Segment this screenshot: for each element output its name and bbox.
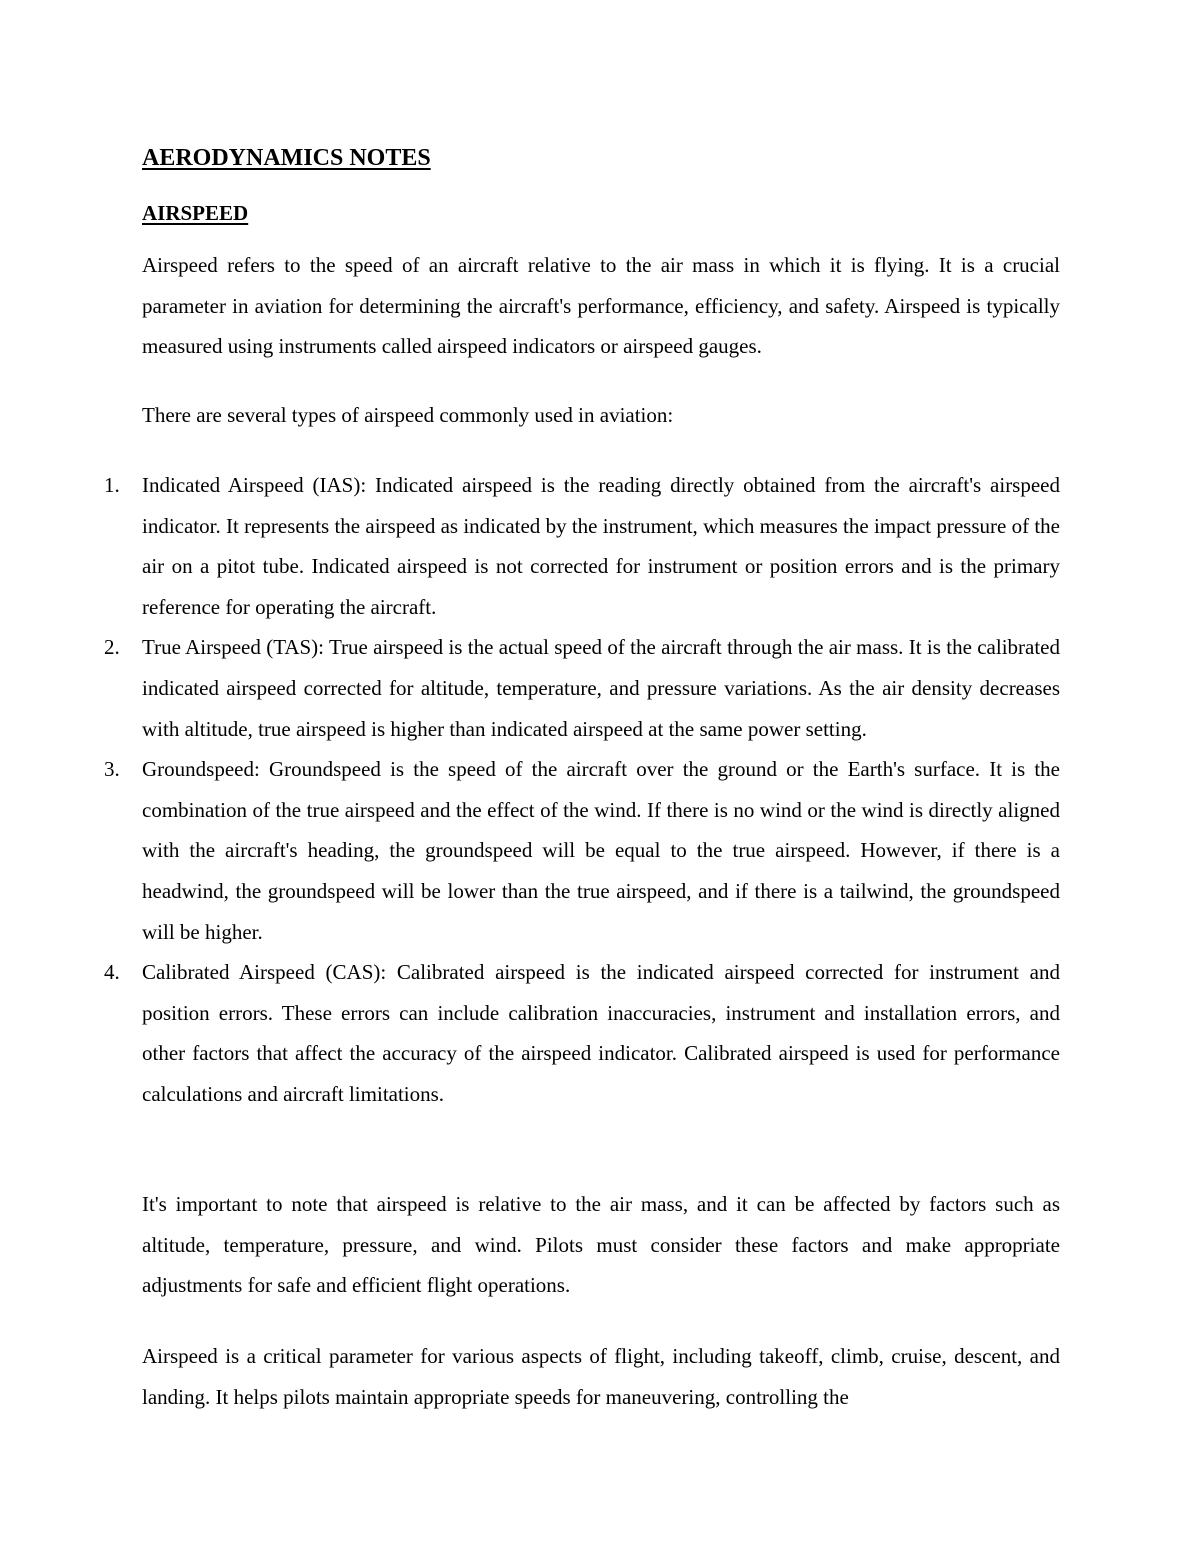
list-item-text: Calibrated Airspeed (CAS): Calibrated airspeed is the indicated airspeed corrected for instrument and position errors. These errors can include calibration inaccuracies, instrument and installation errors, and other factors that affect the accuracy of the airspeed indicator. Calibrated airspeed is used for performance calculations and aircraft limitations. [142, 960, 1060, 1106]
list-item-number: 4. [104, 960, 120, 985]
list-item-number: 3. [104, 757, 120, 782]
list-item-text: Groundspeed: Groundspeed is the speed of the aircraft over the ground or the Earth's surface. It is the combination of the true airspeed and the effect of the wind. If there is no wind or the wind is directly aligned with the aircraft's heading, the groundspeed will be equal to the true airspeed. However, if there is a headwind, the groundspeed will be lower than the true airspeed, and if there is a tailwind, the groundspeed will be higher. [142, 757, 1060, 944]
list-item [0, 627, 1060, 749]
airspeed-types-list [0, 465, 1060, 1115]
types-intro-paragraph: There are several types of airspeed commonly used in aviation: [142, 403, 674, 427]
document-title: AERODYNAMICS NOTES [142, 145, 431, 171]
intro-paragraph: Airspeed refers to the speed of an aircraft relative to the air mass in which it is flying. It is a crucial parameter in aviation for determining the aircraft's performance, efficiency, and safety. Airspeed is typically measured using instruments called airspeed indicators or airspeed gauges. [142, 253, 1060, 359]
list-item [0, 465, 1060, 627]
list-item-text: Indicated Airspeed (IAS): Indicated airspeed is the reading directly obtained from the aircraft's airspeed indicator. It represents the airspeed as indicated by the instrument, which measures the impact pressure of the air on a pitot tube. Indicated airspeed is not corrected for instrument or position errors and is the primary reference for operating the aircraft. [142, 473, 1060, 619]
list-item-text: True Airspeed (TAS): True airspeed is the actual speed of the aircraft through the air mass. It is the calibrated indicated airspeed corrected for altitude, temperature, and pressure variations. As the air density decreases with altitude, true airspeed is higher than indicated airspeed at the same power setting. [142, 635, 1060, 741]
list-item [0, 749, 1060, 952]
critical-parameter-paragraph: Airspeed is a critical parameter for various aspects of flight, including takeoff, climb, cruise, descent, and landing. It helps pilots maintain appropriate speeds for maneuvering, controlling the [142, 1344, 1060, 1409]
important-note-paragraph: It's important to note that airspeed is relative to the air mass, and it can be affected by factors such as altitude, temperature, pressure, and wind. Pilots must consider these factors and make appropriate adjustments for safe and efficient flight operations. [142, 1192, 1060, 1298]
section-heading-airspeed: AIRSPEED [142, 201, 249, 225]
list-item-number: 2. [104, 635, 120, 660]
list-item-number: 1. [104, 473, 120, 497]
list-item [0, 952, 1060, 1114]
